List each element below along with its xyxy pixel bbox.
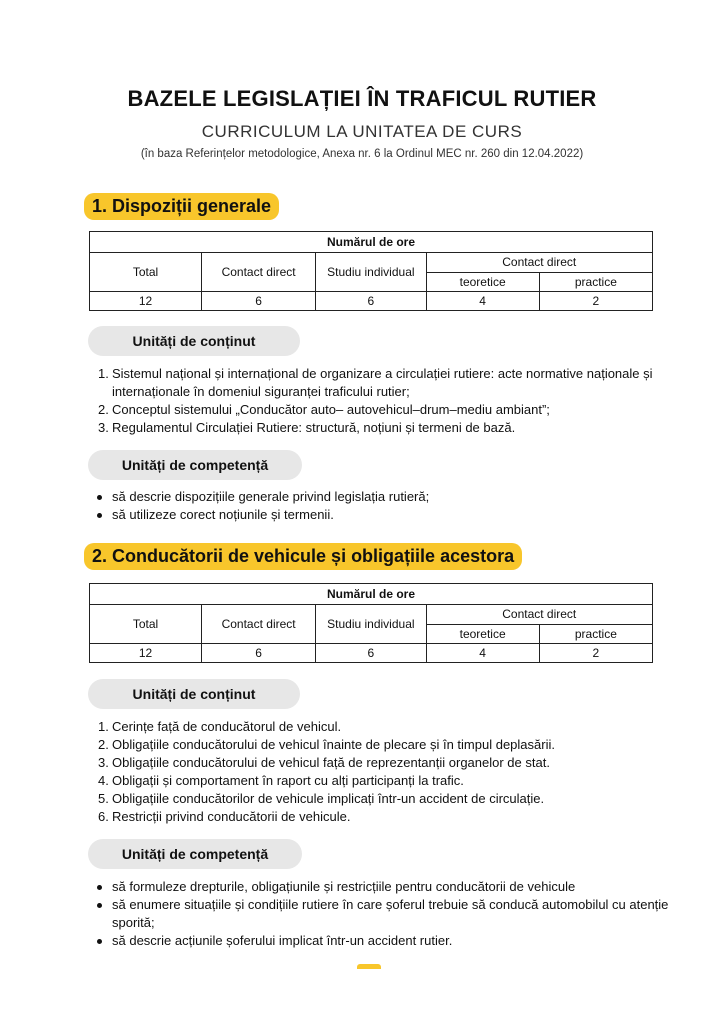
hours-table-2 <box>89 583 653 663</box>
list-item: 1. Cerințe față de conducătorul de vehicul. <box>98 719 342 734</box>
cell-contact-direct: 6 <box>202 292 316 311</box>
cell-individual-study: 6 <box>316 292 426 311</box>
content-units-label-2: Unități de conținut <box>88 679 300 709</box>
table-row <box>90 292 653 311</box>
col-total: Total <box>90 605 202 644</box>
list-item: 5. Obligațiile conducătorilor de vehicule implicați într-un accident de circulație. <box>98 791 545 806</box>
col-theory: teoretice <box>426 624 539 644</box>
list-item: 3. Regulamentul Circulației Rutiere: structură, noțiuni și termeni de bază. <box>98 420 516 435</box>
page-indicator-mark <box>357 964 381 969</box>
content-units-label-1: Unități de conținut <box>88 326 300 356</box>
list-item: 2. Obligațiile conducătorului de vehicul înainte de plecare și în timpul deplasării. <box>98 737 555 752</box>
cell-theory: 4 <box>426 644 539 663</box>
document-title: BAZELE LEGISLAȚIEI ÎN TRAFICUL RUTIER <box>127 86 597 111</box>
content-units-list-1 <box>98 365 668 437</box>
content-units-list-2 <box>98 718 668 826</box>
col-contact-direct-group: Contact direct <box>426 605 652 625</box>
hours-table-1 <box>89 231 653 311</box>
list-item: 6. Restricții privind conducătorii de vehicule. <box>98 809 351 824</box>
cell-theory: 4 <box>426 292 539 311</box>
col-practice: practice <box>539 624 652 644</box>
col-individual-study: Studiu individual <box>316 253 426 292</box>
col-practice: practice <box>539 272 652 292</box>
competence-units-list-2 <box>94 878 694 950</box>
col-contact-direct-group: Contact direct <box>426 253 652 273</box>
cell-individual-study: 6 <box>316 644 426 663</box>
list-item: să descrie dispozițiile generale privind legislația rutieră; <box>94 488 694 506</box>
list-item: 4. Obligații și comportament în raport cu alți participanți la trafic. <box>98 773 464 788</box>
list-item: să descrie acțiunile șoferului implicat într-un accident rutier. <box>94 932 694 950</box>
section-heading-2: 2. Conducătorii de vehicule și obligațiile acestora <box>84 543 522 570</box>
hours-table-header: Numărul de ore <box>90 584 653 605</box>
list-item: să utilizeze corect noțiunile și termenii. <box>94 506 694 524</box>
cell-contact-direct: 6 <box>202 644 316 663</box>
list-item: să formuleze drepturile, obligațiunile și restricțiile pentru conducătorii de vehicule <box>94 878 694 896</box>
col-individual-study: Studiu individual <box>316 605 426 644</box>
col-contact-direct: Contact direct <box>202 605 316 644</box>
competence-units-label-1: Unități de competență <box>88 450 302 480</box>
table-row <box>90 644 653 663</box>
hours-table-header: Numărul de ore <box>90 232 653 253</box>
list-item: 2. Conceptul sistemului „Conducător auto– autovehicul–drum–mediu ambiant”; <box>98 402 550 417</box>
cell-total: 12 <box>90 292 202 311</box>
cell-practice: 2 <box>539 292 652 311</box>
col-contact-direct: Contact direct <box>202 253 316 292</box>
section-heading-1: 1. Dispoziții generale <box>84 193 279 220</box>
col-total: Total <box>90 253 202 292</box>
document-subtitle: CURRICULUM LA UNITATEA DE CURS <box>201 122 523 141</box>
cell-total: 12 <box>90 644 202 663</box>
cell-practice: 2 <box>539 644 652 663</box>
list-item: 3. Obligațiile conducătorului de vehicul față de reprezentanții organelor de stat. <box>98 755 550 770</box>
list-item: 1. Sistemul național și internațional de organizare a circulației rutiere: acte normative naționale și internaționale în domeniul siguranței traficului rutier; <box>98 366 653 399</box>
col-theory: teoretice <box>426 272 539 292</box>
list-item: să enumere situațiile și condițiile rutiere în care șoferul trebuie să conducă automobilul cu atenție sporită; <box>94 896 694 932</box>
document-reference-note: (în baza Referințelor metodologice, Anexa nr. 6 la Ordinul MEC nr. 260 din 12.04.2022) <box>140 148 584 160</box>
competence-units-label-2: Unități de competență <box>88 839 302 869</box>
competence-units-list-1 <box>94 488 694 524</box>
